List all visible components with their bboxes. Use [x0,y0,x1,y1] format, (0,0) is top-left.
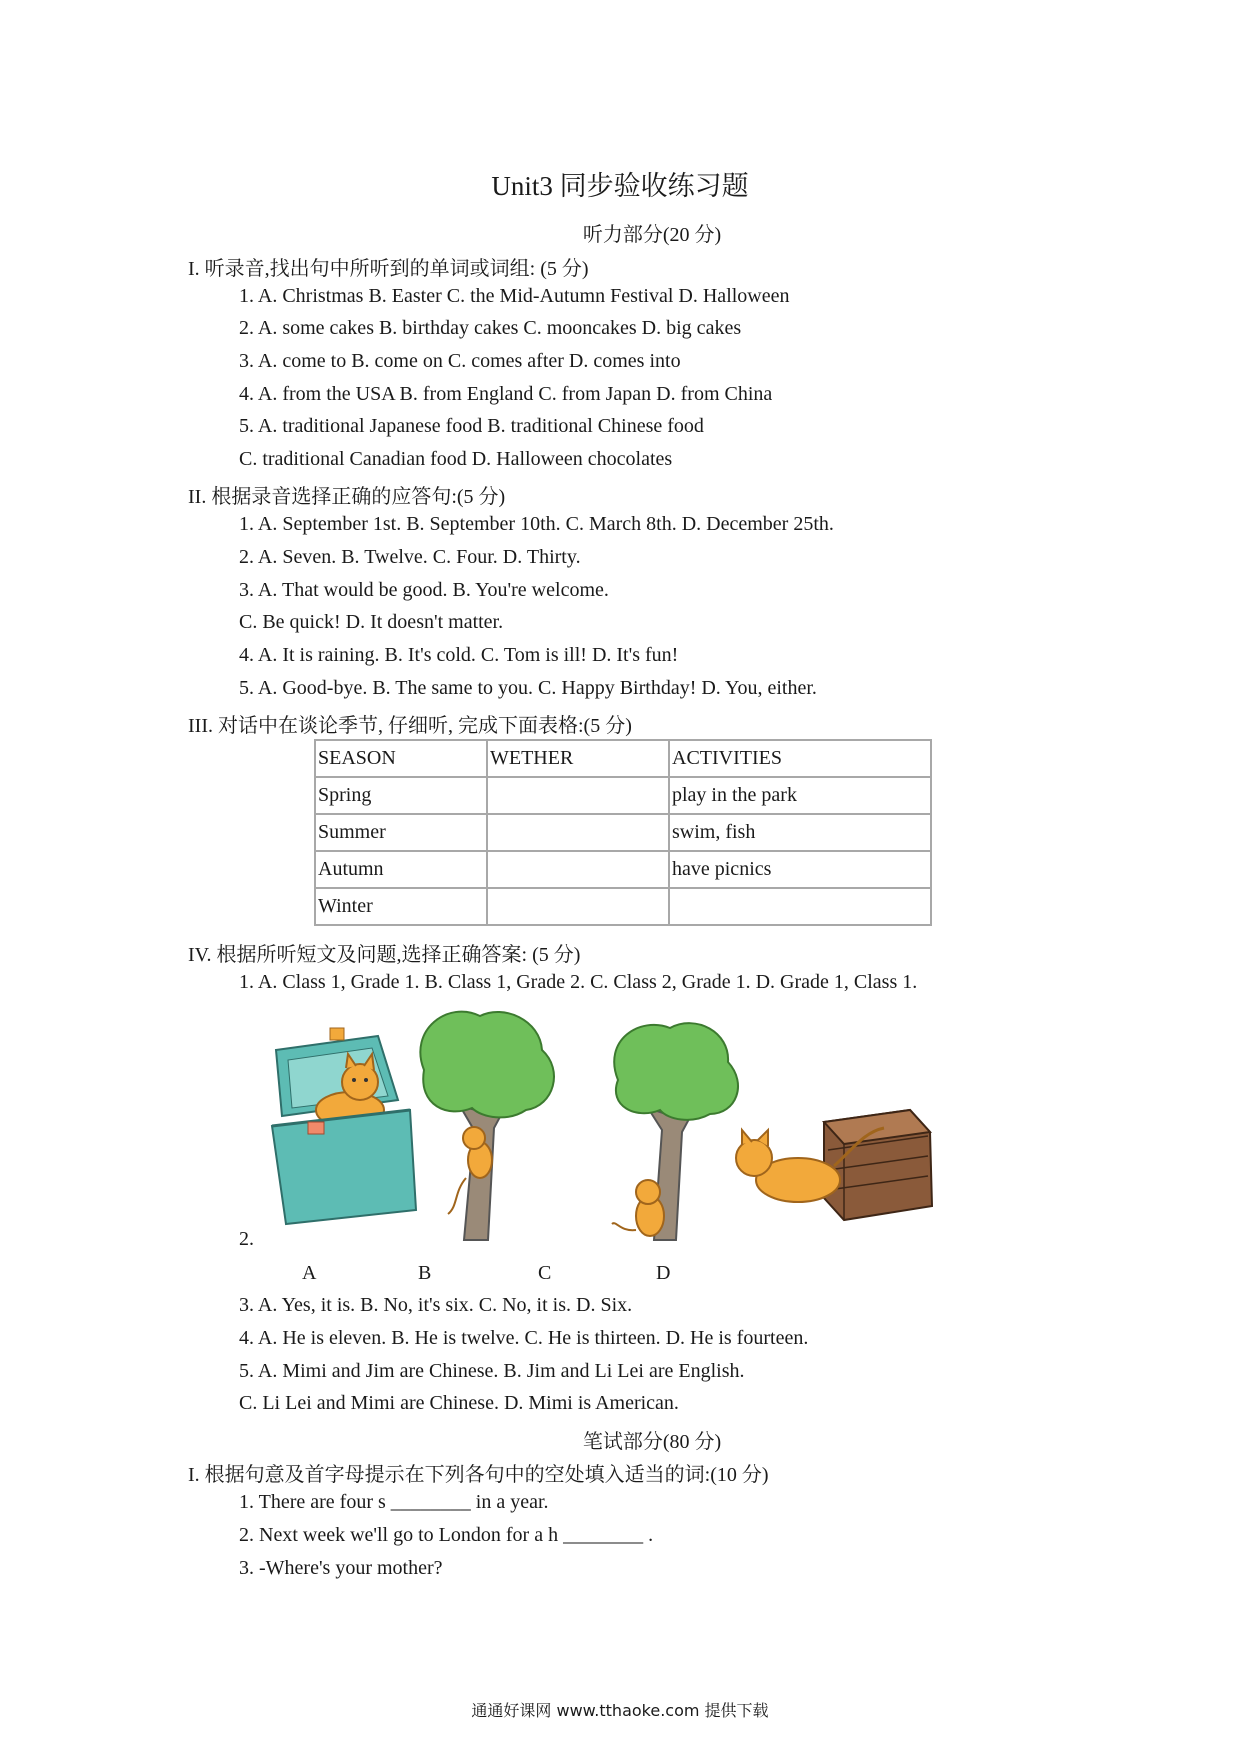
section-l4-heading: IV. 根据所听短文及问题,选择正确答案: (5 分) [188,944,581,966]
question-item: 4. A. from the USA B. from England C. from Japan D. from China [239,383,773,405]
table-row [315,888,931,925]
question-item: 1. A. September 1st. B. September 10th. C. March 8th. D. December 25th. [239,513,834,535]
question-item: 5. A. traditional Japanese food B. traditional Chinese food [239,415,704,437]
table-cell: Summer [315,814,487,851]
option-d-cat-by-crate-picture [736,1110,932,1220]
table-cell [487,814,669,851]
question-item: 3. A. That would be good. B. You're welcome. [239,579,609,601]
table-cell: Autumn [315,851,487,888]
option-letter: A [302,1262,317,1284]
table-row [315,777,931,814]
listening-heading: 听力部分(20 分) [582,224,722,246]
question-item: 2. A. Seven. B. Twelve. C. Four. D. Thirty. [239,546,581,568]
question-item: 2. Next week we'll go to London for a h ________ . [239,1524,654,1546]
section-w1-heading: I. 根据句意及首字母提示在下列各句中的空处填入适当的词:(10 分) [188,1464,769,1486]
section-l3-heading: III. 对话中在谈论季节, 仔细听, 完成下面表格:(5 分) [188,715,632,737]
question-item: 5. A. Good-bye. B. The same to you. C. Happy Birthday! D. You, either. [239,677,817,699]
question-item: C. traditional Canadian food D. Halloween chocolates [239,448,673,470]
table-row [315,814,931,851]
option-c-cat-under-tree-picture [612,1023,738,1240]
question-item: 1. There are four s ________ in a year. [239,1491,549,1513]
page-footer: 通通好课网 www.tthaoke.com 提供下载 [471,1701,769,1720]
question-item: 3. A. Yes, it is. B. No, it's six. C. No, it is. D. Six. [239,1294,633,1316]
question-item: 5. A. Mimi and Jim are Chinese. B. Jim and Li Lei are English. [239,1360,745,1382]
section-l2-heading: II. 根据录音选择正确的应答句:(5 分) [188,486,506,508]
written-heading: 笔试部分(80 分) [582,1431,722,1453]
table-row [315,851,931,888]
option-a-cat-in-box-picture [272,1028,416,1224]
table-cell: have picnics [669,851,931,888]
table-header-cell: ACTIVITIES [669,740,931,777]
table-cell: swim, fish [669,814,931,851]
table-cell [669,888,931,925]
option-b-cat-on-tree-picture [420,1012,554,1240]
option-letter: C [538,1262,552,1284]
question-item: C. Li Lei and Mimi are Chinese. D. Mimi is American. [239,1392,679,1414]
table-cell [487,777,669,814]
table-header-row [315,740,931,777]
question-item: 1. A. Class 1, Grade 1. B. Class 1, Grade 2. C. Class 2, Grade 1. D. Grade 1, Class 1. [239,971,918,993]
page-title: Unit3 同步验收练习题 [491,171,749,201]
section-l1-heading: I. 听录音,找出句中所听到的单词或词组: (5 分) [188,258,589,280]
question-item: 2. A. some cakes B. birthday cakes C. mooncakes D. big cakes [239,317,742,339]
question-item: C. Be quick! D. It doesn't matter. [239,611,504,633]
table-cell: Spring [315,777,487,814]
picture-options [268,1010,940,1250]
question-item: 3. A. come to B. come on C. comes after D. comes into [239,350,681,372]
question-item: 3. -Where's your mother? [239,1557,443,1579]
option-letter: B [418,1262,432,1284]
season-table [314,739,932,926]
question-item: 1. A. Christmas B. Easter C. the Mid-Autumn Festival D. Halloween [239,285,790,307]
question-number: 2. [239,1228,254,1250]
table-cell [487,888,669,925]
table-cell: Winter [315,888,487,925]
table-cell: play in the park [669,777,931,814]
table-cell [487,851,669,888]
question-item: 4. A. He is eleven. B. He is twelve. C. He is thirteen. D. He is fourteen. [239,1327,809,1349]
table-header-cell: SEASON [315,740,487,777]
question-item: 4. A. It is raining. B. It's cold. C. Tom is ill! D. It's fun! [239,644,679,666]
option-letter: D [656,1262,671,1284]
table-header-cell: WETHER [487,740,669,777]
